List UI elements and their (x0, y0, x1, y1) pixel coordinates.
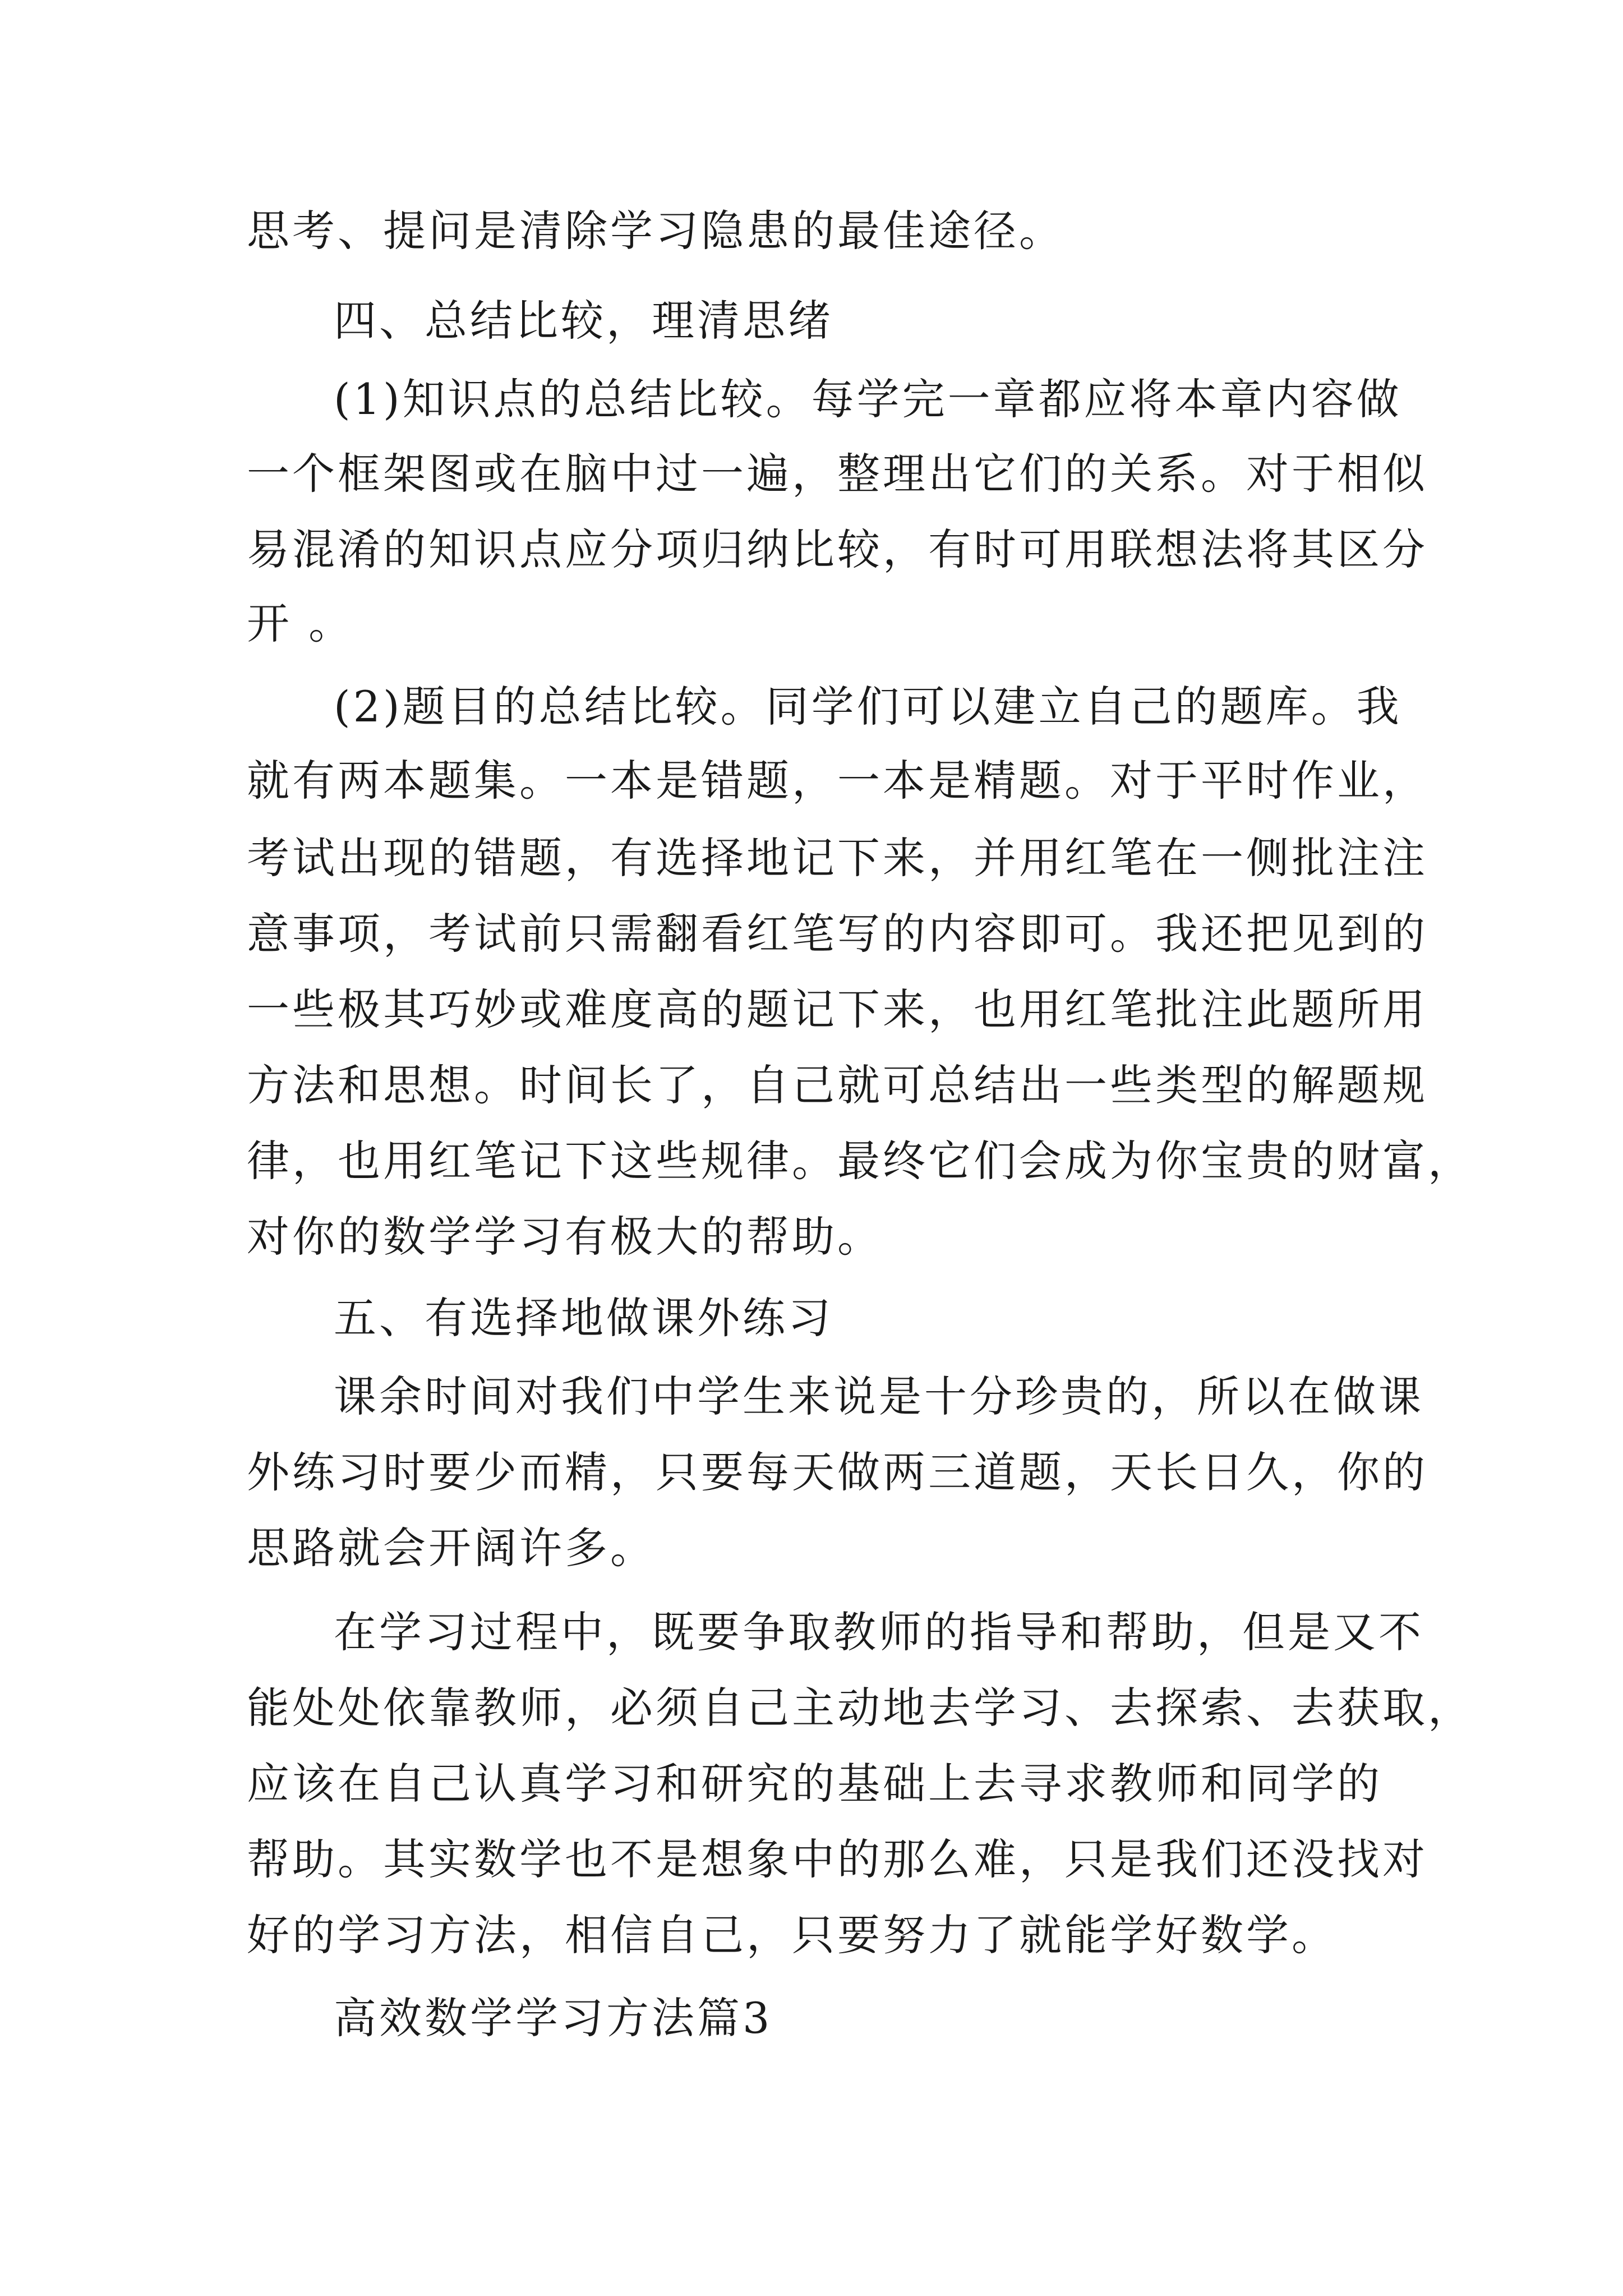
text-line: 一个框架图或在脑中过一遍，整理出它们的关系。对于相似 (247, 449, 1428, 499)
section-heading: 高效数学学习方法篇3 (334, 1993, 773, 2043)
text-line: 能处处依靠教师，必须自己主动地去学习、去探索、去获取， (247, 1683, 1473, 1733)
text-line: 律，也用红笔记下这些规律。最终它们会成为你宝贵的财富， (247, 1136, 1473, 1186)
text-line: 方法和思想。时间长了，自己就可总结出一些类型的解题规 (247, 1060, 1428, 1110)
text-line: 考试出现的错题，有选择地记下来，并用红笔在一侧批注注 (247, 833, 1428, 883)
text-line: 对你的数学学习有极大的帮助。 (247, 1212, 883, 1262)
text-line: 外练习时要少而精，只要每天做两三道题，天长日久，你的 (247, 1447, 1428, 1497)
text-line: 易混淆的知识点应分项归纳比较，有时可用联想法将其区分 (247, 524, 1428, 574)
text-line: 就有两本题集。一本是错题，一本是精题。对于平时作业， (247, 756, 1428, 806)
text-line: 在学习过程中，既要争取教师的指导和帮助，但是又不 (334, 1607, 1424, 1657)
text-line: 思路就会开阔许多。 (247, 1523, 656, 1573)
text-line: 开 。 (247, 599, 354, 648)
text-line: 课余时间对我们中学生来说是十分珍贵的，所以在做课 (334, 1372, 1424, 1421)
text-line: 思考、提问是清除学习隐患的最佳途径。 (247, 206, 1064, 256)
text-line: 帮助。其实数学也不是想象中的那么难，只是我们还没找对 (247, 1834, 1428, 1884)
text-line: (2)题目的总结比较。同学们可以建立自己的题库。我 (334, 682, 1402, 731)
text-line: 意事项，考试前只需翻看红笔写的内容即可。我还把见到的 (247, 909, 1428, 959)
text-line: 好的学习方法，相信自己，只要努力了就能学好数学。 (247, 1910, 1337, 1960)
section-heading: 四、总结比较，理清思绪 (334, 296, 833, 346)
text-line: 一些极其巧妙或难度高的题记下来，也用红笔批注此题所用 (247, 984, 1428, 1034)
section-heading: 五、有选择地做课外练习 (334, 1293, 833, 1343)
text-line: (1)知识点的总结比较。每学完一章都应将本章内容做 (334, 374, 1402, 424)
text-line: 应该在自己认真学习和研究的基础上去寻求教师和同学的 (247, 1759, 1382, 1809)
